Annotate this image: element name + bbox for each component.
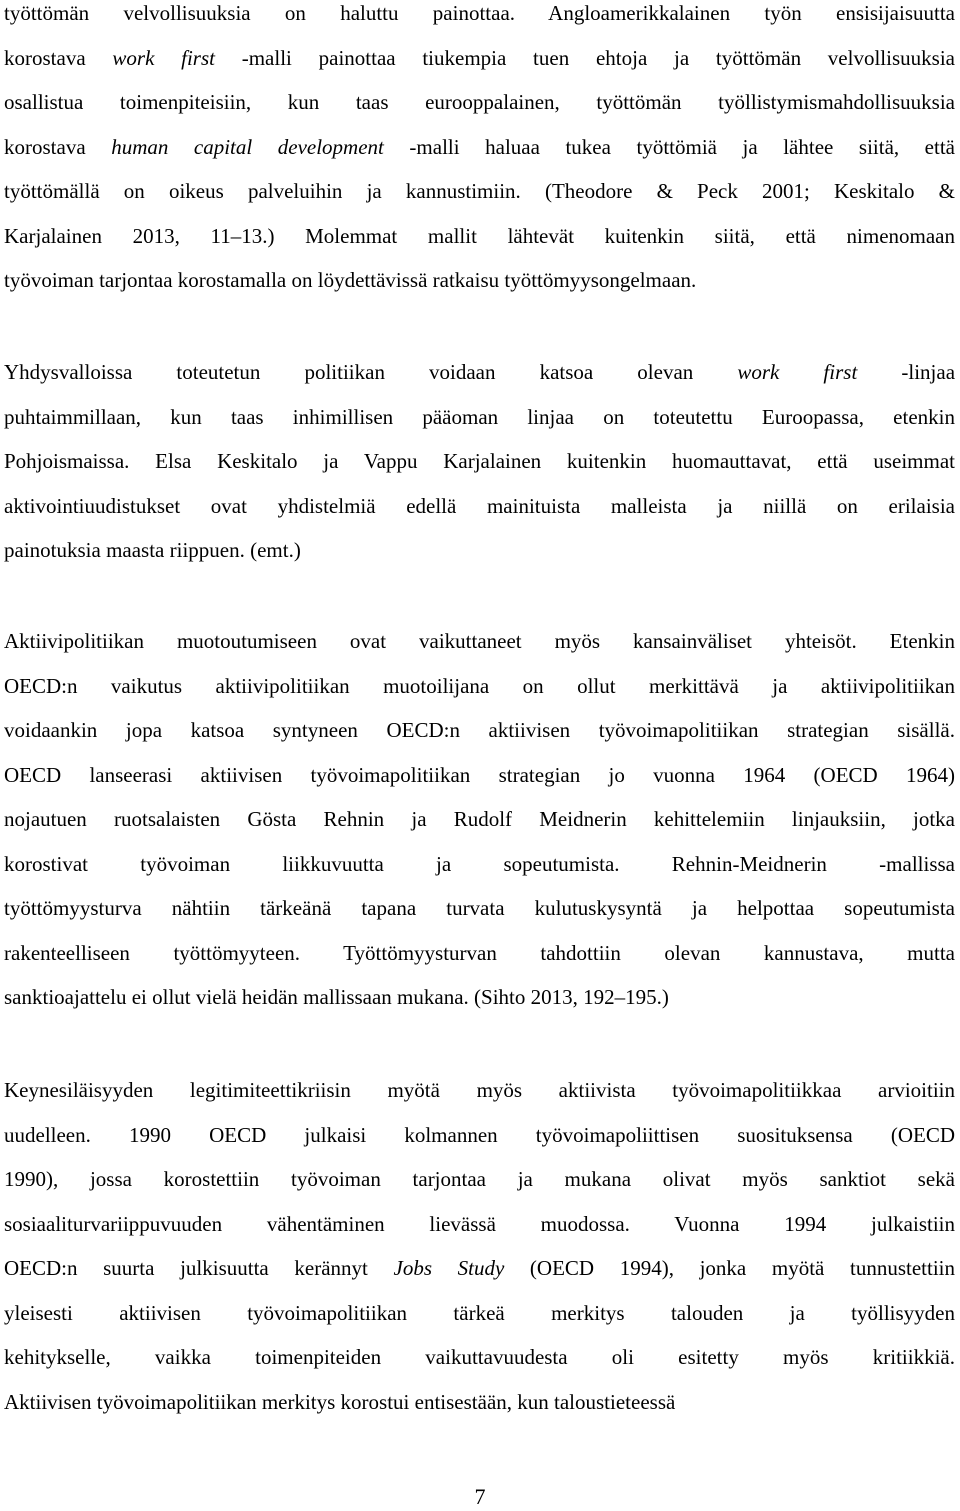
text-line (4, 842, 955, 887)
text-line (4, 708, 955, 753)
text-run: voidaankin jopa katsoa syntyneen OECD:n aktiivisen työvoimapolitiikan strategian sisällä. (4, 718, 955, 742)
text-run: työttömällä on oikeus palveluihin ja kannustimiin. (Theodore & Peck 2001; Keskitalo & (4, 179, 955, 203)
text-line (4, 1335, 955, 1380)
text-line (4, 1113, 955, 1158)
text-line (4, 1202, 955, 1247)
paragraph-keynesian-crisis (4, 1068, 955, 1424)
text-run: osallistua toimenpiteisiin, kun taas eurooppalainen, työttömän työllistymismahdollisuuksia (4, 90, 955, 114)
text-run: työttömyysturva nähtiin tärkeänä tapana turvata kulutuskysyntä ja helpottaa sopeutumista (4, 896, 955, 920)
text-run: painotuksia maasta riippuen. (emt.) (4, 538, 301, 562)
text-line (4, 528, 955, 573)
text-line (4, 395, 955, 440)
text-line (4, 80, 955, 125)
text-run: -linjaa (857, 360, 956, 384)
text-line (4, 931, 955, 976)
text-run: korostava (4, 134, 112, 159)
text-run: yleisesti aktiivisen työvoimapolitiikan tärkeä merkitys talouden ja työllisyyden (4, 1300, 955, 1325)
text-run: Pohjoismaissa. Elsa Keskitalo ja Vappu Karjalainen kuitenkin huomauttavat, että useimmat (4, 449, 955, 473)
text-line (4, 1068, 955, 1113)
text-line (4, 439, 955, 484)
text-line (4, 1291, 955, 1336)
italic-term: Jobs Study (393, 1256, 505, 1280)
text-line (4, 350, 955, 395)
text-line (4, 886, 955, 931)
page-number: 7 (474, 1484, 486, 1509)
text-run: aktivointiuudistukset ovat yhdistelmiä edellä mainituista malleista ja niillä on erilaisia (4, 493, 955, 518)
paragraph-us-europe-comparison (4, 350, 955, 573)
text-run: rakenteelliseen työttömyyteen. Työttömyysturvan tahdottiin olevan kannustava, mutta (4, 940, 955, 965)
text-run: OECD:n vaikutus aktiivipolitiikan muotoilijana on ollut merkittävä ja aktiivipolitiikan (4, 673, 955, 698)
text-line (4, 484, 955, 529)
text-line (4, 258, 955, 303)
text-line (4, 1246, 955, 1291)
text-run: korostivat työvoiman liikkuvuutta ja sopeutumista. Rehnin-Meidnerin -mallissa (4, 851, 955, 876)
text-line (4, 975, 955, 1020)
paragraph-oecd-influence (4, 619, 955, 1020)
text-run: korostava (4, 45, 113, 70)
text-run: kehitykselle, vaikka toimenpiteiden vaikuttavuudesta oli esitetty myös kritiikkiä. (4, 1345, 955, 1369)
text-run: (OECD 1994), jonka myötä tunnustettiin (504, 1256, 955, 1280)
text-run: työttömän velvollisuuksia on haluttu painottaa. Angloamerikkalainen työn ensisijaisuutta (4, 1, 955, 25)
italic-term: human capital development (111, 134, 384, 159)
italic-term: work first (112, 45, 215, 70)
text-run: uudelleen. 1990 OECD julkaisi kolmannen työvoimapoliittisen suosituksensa (OECD (4, 1122, 955, 1147)
text-run: työvoiman tarjontaa korostamalla on löydettävissä ratkaisu työttömyysongelmaan. (4, 268, 697, 292)
paragraph-work-first-models (4, 0, 955, 303)
text-line (4, 0, 955, 36)
text-run: puhtaimmillaan, kun taas inhimillisen pääoman linjaa on toteutettu Euroopassa, etenkin (4, 404, 955, 429)
text-line (4, 664, 955, 709)
text-run: OECD lanseerasi aktiivisen työvoimapolitiikan strategian jo vuonna 1964 (OECD 1964) (4, 762, 955, 787)
text-line (4, 753, 955, 798)
text-run: Aktiivipolitiikan muotoutumiseen ovat vaikuttaneet myös kansainväliset yhteisöt. Etenkin (4, 629, 955, 653)
text-line (4, 169, 955, 214)
text-line (4, 1380, 955, 1425)
text-run: OECD:n suurta julkisuutta kerännyt (4, 1256, 394, 1280)
text-run: Keynesiläisyyden legitimiteettikriisin myötä myös aktiivista työvoimapolitiikkaa arvioitiin (4, 1078, 955, 1102)
text-line (4, 214, 955, 259)
text-run: -malli painottaa tiukempia tuen ehtoja ja työttömän velvollisuuksia (214, 45, 955, 70)
text-run: 1990), jossa korostettiin työvoiman tarjontaa ja mukana olivat myös sanktiot sekä (4, 1167, 955, 1191)
text-run: Aktiivisen työvoimapolitiikan merkitys korostui entisestään, kun taloustieteessä (4, 1389, 676, 1414)
text-run: sanktioajattelu ei ollut vielä heidän mallissaan mukana. (Sihto 2013, 192–195.) (4, 985, 669, 1009)
text-run: Karjalainen 2013, 11–13.) Molemmat mallit lähtevät kuitenkin siitä, että nimenomaan (4, 223, 955, 248)
text-run: sosiaaliturvariippuvuuden vähentäminen lievässä muodossa. Vuonna 1994 julkaistiin (4, 1211, 955, 1236)
text-line (4, 619, 955, 664)
text-line (4, 1157, 955, 1202)
text-line (4, 125, 955, 170)
text-run: -malli haluaa tukea työttömiä ja lähtee siitä, että (383, 134, 955, 159)
text-run: nojautuen ruotsalaisten Gösta Rehnin ja Rudolf Meidnerin kehittelemiin linjauksiin, jotka (4, 807, 955, 831)
text-run: Yhdysvalloissa toteutetun politiikan voidaan katsoa olevan (4, 360, 738, 384)
text-line (4, 36, 955, 81)
text-line (4, 797, 955, 842)
italic-term: work first (737, 360, 858, 384)
